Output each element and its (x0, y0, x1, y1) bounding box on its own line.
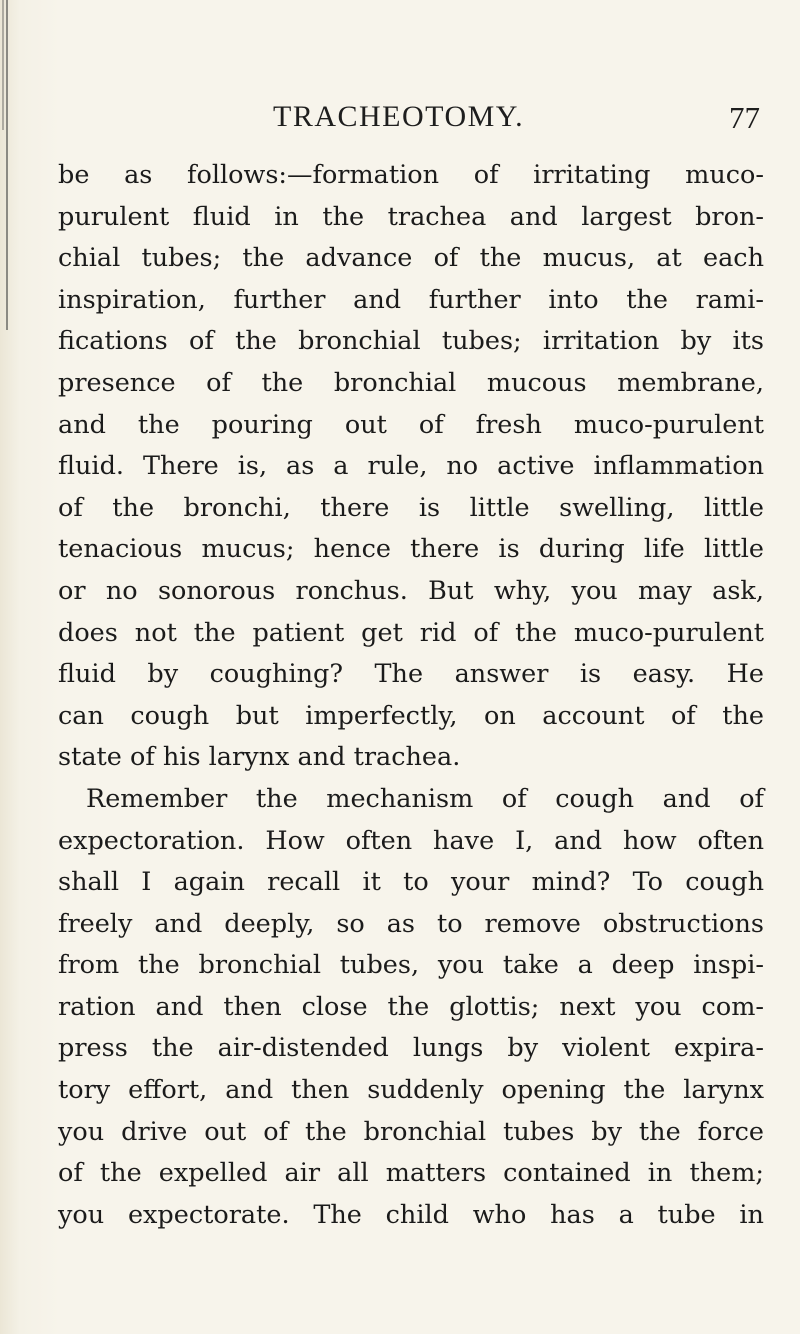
text-line: press the air-distended lungs by violent expira- (58, 1033, 764, 1064)
text-line: or no sonorous ronchus. But why, you may ask, (58, 575, 764, 606)
text-line: and the pouring out of fresh muco-purulent (58, 409, 764, 440)
text-line: Remember the mechanism of cough and of (86, 783, 764, 814)
text-line: chial tubes; the advance of the mucus, at each (58, 243, 764, 274)
text-line: tory effort, and then suddenly opening the larynx (58, 1075, 764, 1106)
text-line: be as follows:—formation of irritating muco- (58, 160, 764, 190)
text-line: fluid by coughing? The answer is easy. He (58, 659, 764, 690)
text-line: does not the patient get rid of the muco-purulent (58, 617, 764, 648)
binding-shadow (6, 0, 8, 330)
page-number: 77 (729, 100, 760, 135)
text-line: fluid. There is, as a rule, no active inflammation (58, 451, 764, 482)
text-line: of the expelled air all matters contained in them; (58, 1158, 764, 1189)
text-line: ration and then close the glottis; next you com- (58, 991, 764, 1022)
text-line: expectoration. How often have I, and how often (58, 825, 764, 856)
text-line: can cough but imperfectly, on account of the (58, 700, 764, 731)
text-line: inspiration, further and further into the rami- (58, 284, 764, 315)
running-header (60, 100, 760, 140)
text-line: tenacious mucus; hence there is during life little (58, 534, 764, 565)
text-line: presence of the bronchial mucous membrane, (58, 367, 764, 398)
body-text (58, 155, 764, 1236)
text-line: state of his larynx and trachea. (58, 742, 461, 773)
running-title: TRACHEOTOMY. (273, 100, 525, 133)
text-line: freely and deeply, so as to remove obstructions (58, 908, 764, 939)
text-line: you drive out of the bronchial tubes by the force (58, 1116, 764, 1147)
text-line: from the bronchial tubes, you take a deep inspi- (58, 950, 764, 981)
text-line: purulent fluid in the trachea and largest bron- (58, 201, 764, 232)
text-line: fications of the bronchial tubes; irritation by its (58, 326, 764, 357)
text-line: of the bronchi, there is little swelling, little (58, 492, 764, 523)
binding-edge (2, 0, 4, 130)
text-line: you expectorate. The child who has a tube in (58, 1199, 764, 1230)
text-line: shall I again recall it to your mind? To cough (58, 867, 764, 898)
